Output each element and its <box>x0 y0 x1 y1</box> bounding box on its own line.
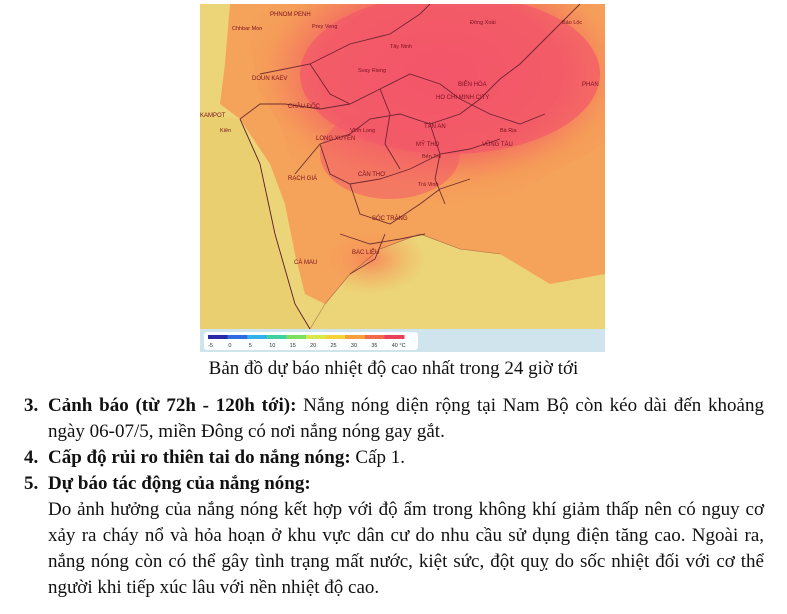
item-heading: Cấp độ rủi ro thiên tai do nắng nóng: <box>48 447 351 468</box>
scale-color-segment <box>208 335 228 339</box>
map-label: CHÂU ĐỐC <box>288 104 321 110</box>
map-label: MỸ THO <box>416 142 440 148</box>
item-heading: Cảnh báo (từ 72h - 120h tới): <box>48 395 297 416</box>
list-item <box>24 471 764 497</box>
map-label: Bảo Lộc <box>562 20 583 26</box>
scale-tick-label: 25 <box>330 343 337 349</box>
map-label: Prey Veng <box>312 24 338 30</box>
forecast-content <box>24 393 764 601</box>
map-label: SÓC TRĂNG <box>372 216 408 222</box>
map-label: HO CHI MINH CITY <box>436 95 490 101</box>
scale-tick-label: 5 <box>248 343 252 349</box>
map-label: PHAN <box>582 82 599 88</box>
map-label: Bến Tre <box>422 154 442 160</box>
map-label: PHNOM PENH <box>270 12 311 18</box>
map-label: Tây Ninh <box>390 44 413 50</box>
warm-spot-south <box>315 224 425 294</box>
scale-tick-label: 30 <box>350 343 358 349</box>
scale-color-segment <box>306 335 326 339</box>
item-text: Nắng nóng diện rộng tại Nam Bộ còn kéo dài đến khoảng ngày 06-07/5, miền Đông có nơi nắng nóng gay gắt. <box>48 395 764 442</box>
map-label: KAMPOT <box>200 113 226 119</box>
map-label: RẠCH GIÁ <box>288 176 318 182</box>
scale-color-bar <box>208 335 405 339</box>
map-label: Vĩnh Long <box>350 128 376 134</box>
scale-tick-label: 0 <box>228 343 232 349</box>
scale-tick-label: 10 <box>269 343 276 349</box>
map-label: Kiên <box>220 128 232 134</box>
item-text: Cấp 1. <box>350 447 406 468</box>
map-label: Bà Rịa <box>500 128 517 134</box>
temperature-forecast-map <box>200 4 605 352</box>
item-number: 4. <box>24 447 39 468</box>
map-label: LONG XUYÊN <box>316 136 356 142</box>
item-number: 3. <box>24 395 39 416</box>
temperature-scale <box>204 332 418 350</box>
map-label: TÂN AN <box>424 124 446 130</box>
scale-color-segment <box>345 335 365 339</box>
scale-color-segment <box>286 335 306 339</box>
item-heading: Dự báo tác động của nắng nóng: <box>48 473 311 494</box>
scale-tick-label: 15 <box>289 343 296 349</box>
map-label: BẠC LIÊU <box>352 250 380 256</box>
map-label: DOUN KAEV <box>252 76 288 82</box>
item-body <box>48 393 764 445</box>
list-item <box>24 445 764 471</box>
map-label: Trà Vinh <box>418 182 439 188</box>
map-label: Chhbar Mon <box>232 26 263 32</box>
scale-color-segment <box>247 335 267 339</box>
scale-color-segment <box>326 335 346 339</box>
map-label: BIÊN HÒA <box>458 82 487 88</box>
item-number: 5. <box>24 473 39 494</box>
scale-tick-label: 40 °C <box>391 343 406 349</box>
scale-color-segment <box>228 335 248 339</box>
map-label: Đồng Xoài <box>470 20 496 26</box>
impact-paragraph: Do ảnh hưởng của nắng nóng kết hợp với độ ẩm trong không khí giảm thấp nên có nguy cơ xảy ra cháy nổ và hỏa hoạn ở khu vực dân cư do nhu cầu sử dụng điện tăng cao. Ngoài ra, nắng nóng còn có thể gây tình trạng mất nước, kiệt sức, đột quỵ do sốc nhiệt đối với cơ thể người khi tiếp xúc lâu với nền nhiệt độ cao. <box>48 499 764 598</box>
scale-color-segment <box>267 335 287 339</box>
map-label: CẦN THƠ <box>358 172 386 178</box>
map-label: Svay Rieng <box>358 68 387 74</box>
list-item <box>24 393 764 445</box>
scale-color-segment <box>365 335 385 339</box>
map-caption: Bản đồ dự báo nhiệt độ cao nhất trong 24 giờ tới <box>208 358 579 379</box>
item-body <box>48 445 764 471</box>
item-body <box>48 471 764 497</box>
scale-tick-label: -5 <box>208 343 213 349</box>
scale-color-segment <box>384 335 404 339</box>
scale-tick-label: 20 <box>310 343 317 349</box>
map-label: CÀ MAU <box>294 260 318 266</box>
scale-tick-label: 35 <box>371 343 378 349</box>
map-label: VŨNG TÀU <box>482 142 513 148</box>
